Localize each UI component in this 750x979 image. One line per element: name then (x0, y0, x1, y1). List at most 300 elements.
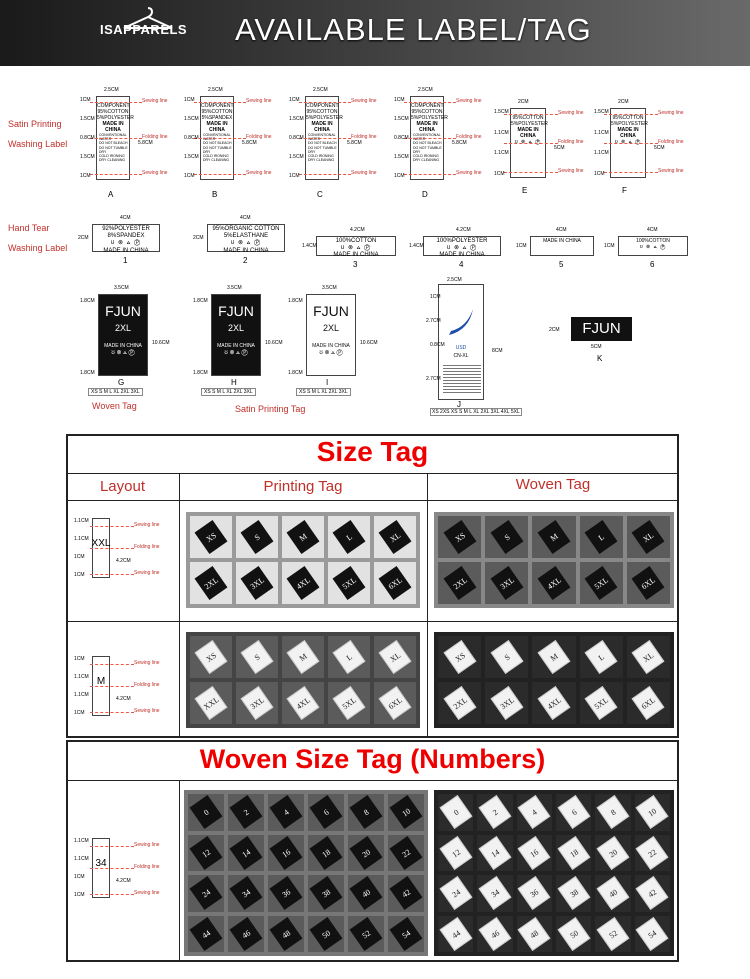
tag-size-text: XS (443, 520, 476, 554)
tag-size-text: S (490, 520, 523, 554)
label-line: COMPONENT (306, 103, 339, 109)
size-tag (328, 636, 370, 678)
tag-size-text: 4XL (287, 686, 320, 720)
sewing-line (404, 174, 456, 175)
printing-tag-header: Printing Tag (263, 478, 343, 495)
size-tag (532, 636, 575, 678)
sewing-line (299, 174, 351, 175)
label-line: 95%COTTON (411, 109, 443, 115)
woven-label-G (98, 294, 148, 376)
made-text: MADE IN CHINA (312, 343, 350, 349)
guide-line (90, 846, 134, 847)
size-tag (438, 516, 481, 558)
tag-size-text: L (333, 640, 366, 674)
size-tag (532, 562, 575, 604)
tag-size-text: 10 (390, 795, 423, 829)
size-tag (517, 916, 552, 953)
tag-size-text: 4XL (287, 566, 320, 600)
care-line: DO NOT TUMBLE DRY (413, 145, 442, 154)
care-line: DRY CLEANING (308, 158, 335, 163)
guide-line (90, 712, 134, 713)
number-tag-photo-light (434, 790, 674, 956)
label-line: 5%SPANDEX (201, 115, 233, 121)
tag-k: FJUN (571, 317, 632, 341)
woven-tag-photo-dark (434, 512, 674, 608)
size-strip: XS S M L XL 2XL 3XL (201, 388, 256, 396)
label-line: 100%POLYESTER (436, 238, 488, 244)
tag-size-text: 2 (479, 795, 512, 829)
care-line: DO NOT TUMBLE DRY (308, 145, 337, 154)
handtear-label-4 (423, 236, 501, 259)
size-tag (438, 835, 473, 872)
size-tag (595, 916, 630, 953)
folding-line (194, 138, 246, 139)
size-tag (485, 682, 528, 724)
size-tag (485, 562, 528, 604)
size-tag (308, 916, 344, 953)
label-line: 95%ORGANIC COTTON 5%ELASTHANE (212, 226, 280, 240)
divider (66, 621, 679, 622)
tag-size-text: 6 (310, 795, 343, 829)
label-line: MADE IN CHINA (206, 121, 228, 133)
brand-text: FJUN (218, 303, 254, 319)
label-line: 5%POLYESTER (97, 115, 134, 121)
label-line: MADE IN CHINA (617, 127, 639, 139)
tag-size-text: 2XL (443, 686, 476, 720)
handtear-caption-2: Washing Label (8, 243, 68, 253)
layout-size: 34 (95, 858, 107, 869)
size-tag (438, 682, 481, 724)
size-tag (374, 682, 416, 724)
label-line: MADE IN CHINA (223, 247, 269, 254)
size-tag (236, 636, 278, 678)
layout-diagram-b: M 1CM 1.1CM 1.1CM 1CM 4.2CM Sewing line Folding line Sewing line (74, 656, 160, 716)
tag-size-text: 44 (439, 917, 472, 951)
guide-line (90, 574, 134, 575)
sewing-line (504, 172, 558, 173)
label-line: 5%POLYESTER (306, 115, 343, 121)
label-line: 100%COTTON (636, 238, 670, 244)
tag-size-text: M (287, 640, 320, 674)
size-tag (477, 916, 512, 953)
divider (427, 473, 428, 738)
number-tag-photo-dark (184, 790, 428, 956)
page-title: AVAILABLE LABEL/TAG (235, 12, 592, 47)
guide-line (90, 894, 134, 895)
size-tag (580, 636, 623, 678)
tag-size-text: 24 (439, 876, 472, 910)
label-line: COMPONENT (411, 103, 444, 109)
layout-diagram-a: XXL 1.1CM 1.1CM 1CM 1CM 4.2CM Sewing line Folding line Sewing line (74, 518, 160, 578)
care-symbols: ʊ ⊗ ⩟ Ⓟ (614, 139, 642, 145)
tag-size-text: 6XL (632, 566, 665, 600)
guide-line (90, 664, 134, 665)
care-line: CONVENTIONAL WATER (203, 133, 231, 142)
care-symbols: ʊ ⊗ ⩟ Ⓟ (446, 245, 478, 252)
tag-size-text: 4 (270, 795, 303, 829)
size-tag (477, 875, 512, 912)
size-tag (228, 875, 264, 912)
care-line: COLD IRONING (203, 153, 229, 158)
tag-size-text: 16 (270, 836, 303, 870)
tag-size-text: XXL (195, 686, 228, 720)
swoosh-logo-icon (439, 305, 483, 345)
made-text: MADE IN CHINA (217, 343, 255, 349)
size-tag (580, 562, 623, 604)
sewing-line (604, 172, 658, 173)
size-tag (348, 916, 384, 953)
guide-line (90, 548, 134, 549)
tag-size-text: M (538, 640, 571, 674)
care-line: DO NOT BLEACH (203, 141, 232, 146)
tag-size-text: 6XL (379, 566, 412, 600)
tag-size-text: L (585, 520, 618, 554)
size-tag (190, 516, 232, 558)
tag-size-text: 8 (350, 795, 383, 829)
sewing-line (299, 102, 351, 103)
tag-size-text: S (241, 520, 274, 554)
made-text: MADE IN CHINA (104, 343, 142, 349)
care-line: COLD IRONING (308, 153, 334, 158)
tag-size-text: 38 (557, 876, 590, 910)
size-tag (438, 562, 481, 604)
tag-size-text: 5XL (585, 686, 618, 720)
size-tag (374, 562, 416, 604)
tag-size-text: XS (195, 520, 228, 554)
label-line: 95%COTTON (512, 115, 544, 121)
label-line: 95%COTTON (97, 109, 129, 115)
care-line: DO NOT BLEACH (413, 141, 442, 146)
size-tag (328, 562, 370, 604)
brand-logo: ISAPPARELS (100, 22, 188, 37)
sewing-line (194, 174, 246, 175)
tag-size-text: 18 (557, 836, 590, 870)
guide-line (90, 868, 134, 869)
tag-size-text: 50 (557, 917, 590, 951)
brand-text: FJUN (313, 303, 349, 319)
label-line: MADE IN CHINA (517, 127, 539, 139)
folding-line (90, 138, 142, 139)
size-tag (188, 875, 224, 912)
tag-size-text: 20 (597, 836, 630, 870)
tag-size-text: XS (195, 640, 228, 674)
woven-tag-header: Woven Tag (515, 476, 591, 493)
size-tag (388, 794, 424, 831)
tag-size-text: 8 (597, 795, 630, 829)
size-tag (556, 916, 591, 953)
handtear-label-2 (207, 224, 285, 252)
size-tag (627, 562, 670, 604)
tag-size-text: 14 (479, 836, 512, 870)
tag-size-text: 46 (479, 917, 512, 951)
care-line: CONVENTIONAL WATER (413, 133, 441, 142)
size-tag (348, 875, 384, 912)
tag-size-text: 54 (636, 917, 669, 951)
tag-size-text: 6XL (379, 686, 412, 720)
size-tag (188, 835, 224, 872)
layout-header: Layout (99, 478, 146, 495)
size-tag (635, 875, 670, 912)
size-tag (485, 516, 528, 558)
care-line: DO NOT TUMBLE DRY (99, 145, 128, 154)
satin-caption-1: Satin Printing (8, 119, 62, 129)
layout-diagram-c: 34 1.1CM 1.1CM 1CM 1CM 4.2CM Sewing line Folding line Sewing line (74, 838, 160, 898)
tag-size-text: 16 (518, 836, 551, 870)
size-tag (580, 682, 623, 724)
size-tag (517, 794, 552, 831)
care-symbols: ʊ ⊗ ⩟ Ⓟ (319, 350, 343, 356)
tag-size-text: 46 (230, 917, 263, 951)
label-line: 95%COTTON (306, 109, 338, 115)
tag-size-text: 50 (310, 917, 343, 951)
tag-size-text: 2XL (443, 566, 476, 600)
care-symbols: ʊ ⊗ ⩟ Ⓟ (340, 245, 372, 252)
printing-tag-photo-dark (186, 512, 420, 608)
tag-size-text: 40 (350, 876, 383, 910)
tag-size-text: S (241, 640, 274, 674)
sewing-line (504, 114, 558, 115)
tag-size-text: 6 (557, 795, 590, 829)
folding-line (504, 143, 558, 144)
tag-size-text: 12 (439, 836, 472, 870)
handtear-label-3 (316, 236, 396, 259)
woven-tag-caption: Woven Tag (92, 401, 137, 411)
folding-line (604, 143, 658, 144)
care-symbols: ʊ ⊗ ⩟ Ⓟ (110, 240, 142, 247)
size-tag (635, 916, 670, 953)
size-tag (388, 835, 424, 872)
tag-size-text: 42 (390, 876, 423, 910)
care-line: COLD IRONING (413, 153, 439, 158)
divider (66, 473, 679, 474)
care-line: DRY CLEANING (413, 158, 440, 163)
size-strip: XS S M L XL 2XL 3XL (88, 388, 143, 396)
label-line: COMPONENT (97, 103, 130, 109)
label-line: MADE IN CHINA (103, 247, 149, 254)
guide-line (90, 526, 134, 527)
tag-size-text: 6XL (632, 686, 665, 720)
tag-size-text: 18 (310, 836, 343, 870)
size-tag (228, 835, 264, 872)
layout-size: XXL (91, 538, 111, 549)
satin-tag-caption: Satin Printing Tag (235, 404, 306, 414)
label-line: 100%COTTON (335, 238, 377, 244)
size-tag-title: Size Tag (316, 436, 429, 467)
care-line: DRY CLEANING (203, 158, 230, 163)
size-tag (282, 562, 324, 604)
label-line: MADE IN CHINA (102, 121, 124, 133)
tag-size-text: 2XL (195, 566, 228, 600)
label-line: MADE IN CHINA (311, 121, 333, 133)
tag-size-text: M (538, 520, 571, 554)
size-text: 2XL (322, 323, 339, 333)
label-line: 5%POLYESTER (611, 121, 648, 127)
tag-size-text: 4XL (538, 566, 571, 600)
care-line: DO NOT BLEACH (99, 141, 128, 146)
label-line: 95%COTTON (612, 115, 644, 121)
care-line: CONVENTIONAL WATER (308, 133, 336, 142)
label-line: MADE IN CHINA (439, 252, 485, 259)
tag-size-text: 3XL (241, 686, 274, 720)
tag-size-text: 36 (518, 876, 551, 910)
size-tag (595, 875, 630, 912)
size-tag (374, 636, 416, 678)
tag-size-text: 40 (597, 876, 630, 910)
size-tag (348, 835, 384, 872)
tag-size-text: 14 (230, 836, 263, 870)
tag-size-text: XL (379, 520, 412, 554)
care-symbols: ʊ ⊗ ⩟ Ⓟ (639, 244, 667, 250)
tag-size-text: 22 (636, 836, 669, 870)
tag-size-text: 22 (390, 836, 423, 870)
size-tag (308, 835, 344, 872)
size-tag (580, 516, 623, 558)
size-tag (190, 636, 232, 678)
size-tag (268, 916, 304, 953)
size-tag (477, 835, 512, 872)
tag-size-text: 2 (230, 795, 263, 829)
brand-text: FJUN (105, 303, 141, 319)
tag-size-text: 54 (390, 917, 423, 951)
tag-size-text: 3XL (241, 566, 274, 600)
tag-size-text: 34 (479, 876, 512, 910)
size-tag (477, 794, 512, 831)
woven-label-H (211, 294, 261, 376)
size-tag (308, 875, 344, 912)
size-tag (438, 916, 473, 953)
tag-size-text: 4XL (538, 686, 571, 720)
sewing-line (194, 102, 246, 103)
handtear-label-1 (92, 224, 160, 252)
tag-size-text: 3XL (490, 686, 523, 720)
care-symbols: ʊ ⊗ ⩟ Ⓟ (230, 240, 262, 247)
size-tag (236, 682, 278, 724)
tag-size-text: 0 (439, 795, 472, 829)
tag-size-text: M (287, 520, 320, 554)
tag-size-text: 5XL (333, 686, 366, 720)
tag-size-text: 5XL (333, 566, 366, 600)
size-tag (236, 516, 278, 558)
size-tag (532, 682, 575, 724)
tag-size-text: S (490, 640, 523, 674)
size-tag (627, 516, 670, 558)
tag-size-text: 48 (518, 917, 551, 951)
size-tag (348, 794, 384, 831)
size-tag (328, 682, 370, 724)
size-tag (635, 794, 670, 831)
label-line: COMPONENT (201, 103, 234, 109)
divider (179, 473, 180, 738)
divider (66, 500, 679, 501)
label-line: MADE IN CHINA (416, 121, 438, 133)
size-tag (282, 636, 324, 678)
size-tag (532, 516, 575, 558)
handtear-label-5 (530, 236, 594, 256)
tag-size-text: L (333, 520, 366, 554)
tag-size-text: 52 (350, 917, 383, 951)
size-tag (268, 835, 304, 872)
tag-size-text: 52 (597, 917, 630, 951)
tag-size-text: 38 (310, 876, 343, 910)
care-symbols: ʊ ⊗ ⩟ Ⓟ (111, 350, 135, 356)
label-line: 92%POLYESTER 8%SPANDEX (102, 226, 150, 240)
size-tag (282, 682, 324, 724)
size-tag (517, 875, 552, 912)
size-tag (556, 835, 591, 872)
divider (179, 780, 180, 962)
folding-line (404, 138, 456, 139)
tag-size-text: L (585, 640, 618, 674)
size-tag (374, 516, 416, 558)
size-tag (308, 794, 344, 831)
size-tag (188, 794, 224, 831)
printing-tag-photo-light (186, 632, 420, 728)
size-tag (236, 562, 278, 604)
satin-caption-2: Washing Label (8, 139, 68, 149)
sewing-line (90, 174, 142, 175)
size-strip: XS S M L XL 2XL 3XL (296, 388, 351, 396)
tag-size-text: XS (443, 640, 476, 674)
sewing-line (90, 102, 142, 103)
sewing-line (604, 114, 658, 115)
size-tag (190, 682, 232, 724)
care-line: COLD IRONING (99, 153, 125, 158)
tag-size-text: 20 (350, 836, 383, 870)
size-tag (388, 875, 424, 912)
size-tag (438, 875, 473, 912)
care-symbols: ʊ ⊗ ⩟ Ⓟ (224, 350, 248, 356)
tag-size-text: XL (632, 640, 665, 674)
woven-tag-photo-light (434, 632, 674, 728)
label-line: 5%POLYESTER (511, 121, 548, 127)
care-line: DRY CLEANING (99, 158, 126, 163)
guide-line (90, 686, 134, 687)
size-tag (627, 682, 670, 724)
tag-size-text: 10 (636, 795, 669, 829)
tag-j-size-strip: XS 2XS XS S M L XL 2XL 3XL 4XL 5XL (432, 409, 520, 415)
tag-size-text: 48 (270, 917, 303, 951)
size-tag (188, 916, 224, 953)
size-tag (485, 636, 528, 678)
size-tag (228, 794, 264, 831)
size-tag (556, 875, 591, 912)
tag-size-text: 36 (270, 876, 303, 910)
woven-numbers-title: Woven Size Tag (Numbers) (199, 744, 546, 774)
label-line: 5%POLYESTER (411, 115, 448, 121)
tag-size-text: XL (379, 640, 412, 674)
folding-line (299, 138, 351, 139)
woven-label-I (306, 294, 356, 376)
size-tag (268, 794, 304, 831)
tag-size-text: 44 (190, 917, 223, 951)
size-tag (517, 835, 552, 872)
care-line: CONVENTIONAL WATER (99, 133, 127, 142)
handtear-label-6 (618, 236, 688, 256)
care-symbols: ʊ ⊗ ⩟ Ⓟ (514, 139, 542, 145)
handtear-caption-1: Hand Tear (8, 223, 50, 233)
divider (66, 780, 679, 781)
size-tag (627, 636, 670, 678)
tag-j-text-block (443, 363, 481, 393)
tag-size-text: 5XL (585, 566, 618, 600)
size-tag (595, 835, 630, 872)
tag-size-text: XL (632, 520, 665, 554)
layout-size: M (96, 676, 106, 687)
size-text: 2XL (227, 323, 244, 333)
tag-size-text: 24 (190, 876, 223, 910)
size-tag (438, 794, 473, 831)
care-line: DO NOT TUMBLE DRY (203, 145, 232, 154)
